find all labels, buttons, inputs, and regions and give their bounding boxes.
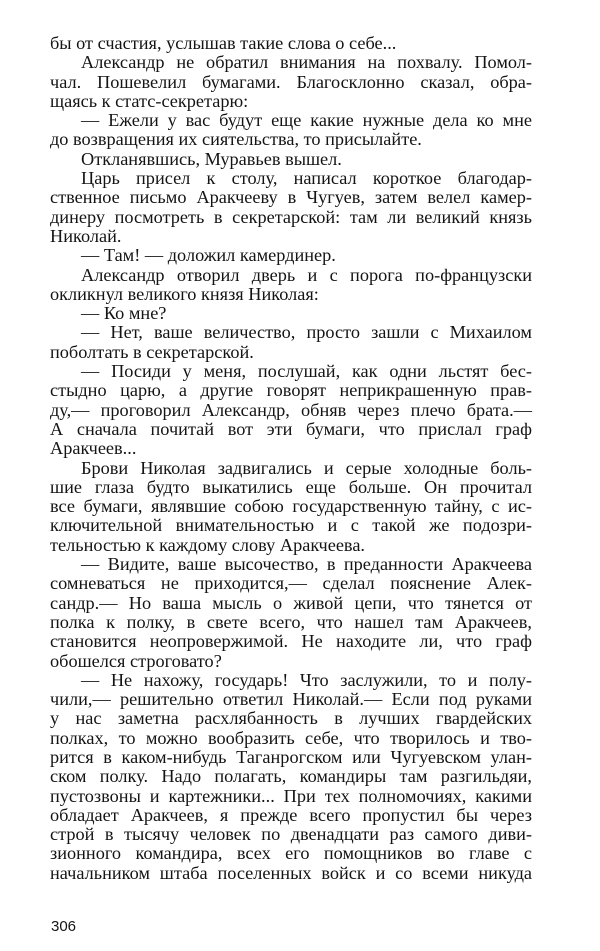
text-line: Александр не обратил внимания на похвалу. Помол-	[81, 52, 532, 73]
page-body-text	[50, 34, 532, 883]
text-line: сомневаться не приходится,— сделал пояснение Алек-	[50, 573, 532, 594]
text-line: обладает Аракчеев, я прежде всего пропустил бы через	[50, 804, 532, 825]
text-line: чал. Пошевелил бумагами. Благосклонно сказал, обра-	[50, 71, 532, 92]
page-number: 306	[51, 918, 77, 935]
text-line: ственное письмо Аракчееву в Чугуев, затем велел камер-	[50, 187, 532, 208]
text-line: строй в тысячу человек по двенадцати раз самого диви-	[50, 824, 532, 845]
text-line: становится неопровержимой. Не находите ли, что граф	[50, 631, 532, 652]
text-line: окликнул великого князя Николая:	[50, 283, 319, 304]
text-line: щаясь к статс-секретарю:	[50, 90, 249, 111]
text-line: поболтать в секретарской.	[50, 341, 254, 362]
text-line: у нас заметна расхлябанность в лучших гвардейских	[50, 708, 532, 729]
text-line: Александр отворил дверь и с порога по-французски	[81, 264, 532, 285]
text-line: чили,— решительно ответил Николай.— Если под руками	[50, 689, 532, 710]
text-line: — Ежели у вас будут еще какие нужные дела ко мне	[81, 110, 532, 131]
text-line: — Там! — доложил камердинер.	[81, 245, 336, 266]
text-line: тельностью к каждому слову Аракчеева.	[50, 534, 366, 555]
text-line: до возвращения их сиятельства, то присылайте.	[50, 129, 422, 150]
text-line: — Не нахожу, государь! Что заслужили, то и полу-	[81, 669, 532, 690]
text-line: ду,— проговорил Александр, обняв через плечо брата.—	[50, 399, 532, 420]
text-line: Николай.	[50, 225, 122, 246]
text-line: — Нет, ваше величество, просто зашли с Михаилом	[81, 322, 532, 343]
text-line: Откланявшись, Муравьев вышел.	[81, 148, 342, 169]
text-line: — Видите, ваше высочество, в преданности Аракчеева	[81, 554, 532, 575]
text-line: обошелся строговато?	[50, 650, 222, 671]
text-line: А сначала почитай вот эти бумаги, что прислал граф	[50, 418, 532, 439]
text-line: шие глаза будто выкатились еще больше. Он прочитал	[50, 476, 532, 497]
text-line: рится в каком-нибудь Таганрогском или Чугуевском улан-	[50, 746, 532, 767]
text-line: зионного командира, всех его помощников во главе с	[50, 843, 532, 864]
text-line: — Посиди у меня, послушай, как одни льстят бес-	[81, 361, 532, 382]
text-line: ключительной внимательностью и с такой же подозри-	[50, 515, 532, 536]
text-line: полка к полку, в свете всего, что нашел там Аракчеев,	[50, 611, 532, 632]
text-line: ском полку. Надо полагать, командиры там разгильдяи,	[50, 766, 532, 787]
text-line: — Ко мне?	[81, 303, 167, 324]
text-line: Аракчеев...	[50, 438, 137, 459]
text-line: сандр.— Но ваша мысль о живой цепи, что тянется от	[50, 592, 532, 613]
text-line: пустозвоны и картежники... При тех полномочиях, какими	[50, 785, 532, 806]
text-line: стыдно царю, а другие говорят неприкрашенную прав-	[50, 380, 532, 401]
text-line: полках, то можно вообразить себе, что творилось и тво-	[50, 727, 532, 748]
text-line: все бумаги, являвшие собою государственную тайну, с ис-	[50, 496, 532, 517]
text-line: бы от счастия, услышав такие слова о себе...	[50, 33, 397, 53]
text-line: динеру посмотреть в секретарской: там ли великий князь	[50, 206, 532, 227]
text-line: Брови Николая задвигались и серые холодные боль-	[81, 457, 532, 478]
text-line: Царь присел к столу, написал короткое благодар-	[81, 168, 532, 189]
text-line: начальником штаба поселенных войск и со всеми никуда	[50, 862, 532, 883]
